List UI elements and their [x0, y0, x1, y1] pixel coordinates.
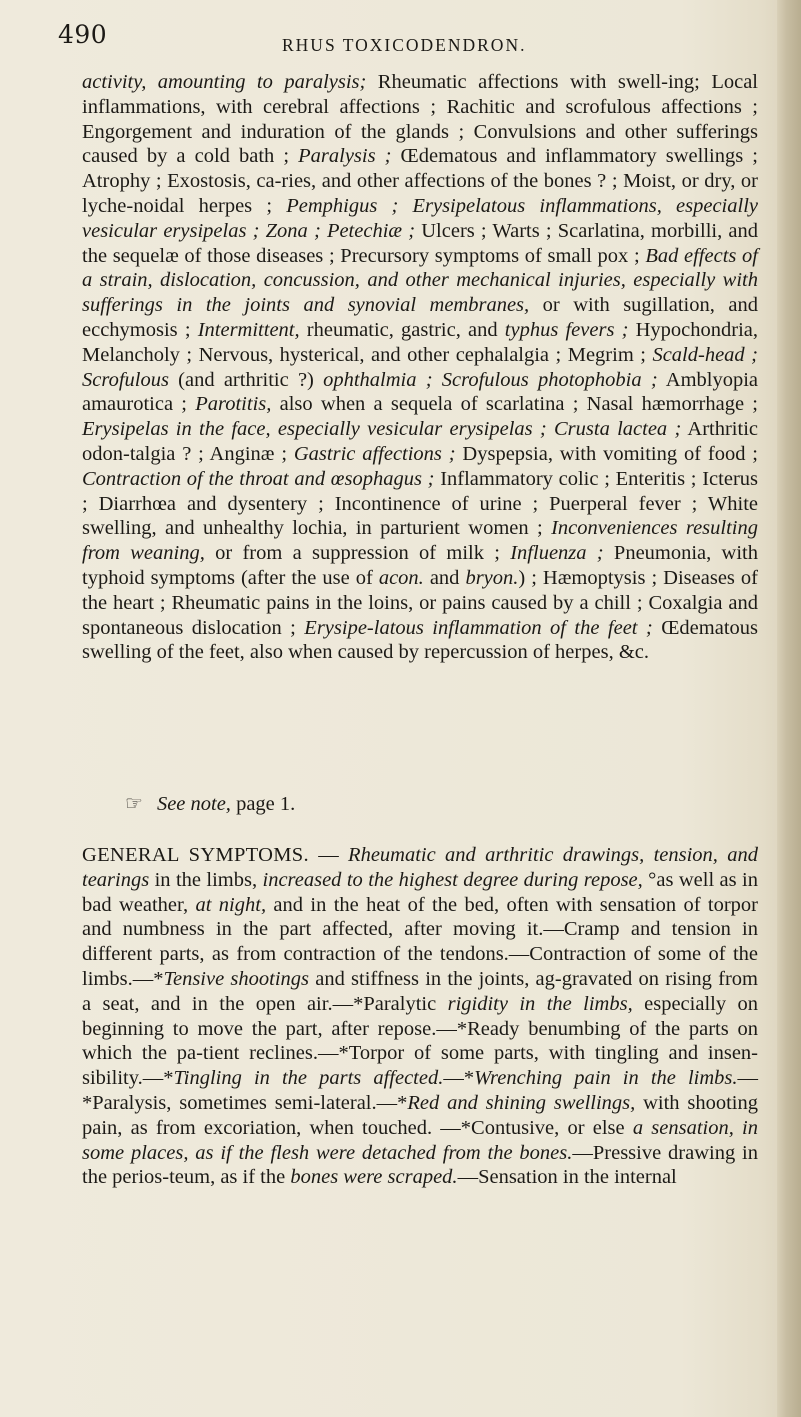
indication-run: Œdematous swelling of the feet, also when caused by repercussion of herpes, &c.: [82, 616, 758, 664]
symptom-run: Wrenching pain in the limbs.: [474, 1067, 738, 1090]
indication-run: or with sugillation, and ecchymosis ;: [82, 294, 758, 341]
indication-run: also when a sequela of scarlatina ; Nasal hæmorrhage ;: [271, 393, 758, 416]
symptom-run: —Pressive drawing in the perios-teum, as if the: [82, 1141, 758, 1189]
indication-run: (and arthritic ?): [168, 368, 324, 391]
indication-run: Ulcers ; Warts ; Scarlatina, morbilli, and the sequelæ of those diseases ; Precursory symptoms of small pox ;: [82, 219, 758, 267]
symptom-run: increased to the highest degree during repose,: [262, 868, 643, 891]
indication-run: Scald-head ; Scrofulous: [82, 343, 758, 391]
indication-run: Pemphigus ; Erysipelatous inflammations, especially vesicular erysipelas ; Zona ; Petechiæ ;: [82, 194, 758, 242]
indication-run: or from a suppression of milk ;: [204, 542, 511, 565]
running-title: RHUS TOXICODENDRON.: [282, 35, 527, 55]
symptom-run: at night,: [195, 893, 267, 916]
page-number: 490: [58, 20, 108, 49]
symptom-run: with shooting pain, as from excoriation, when touched. —*Contusive, or else: [82, 1091, 758, 1139]
indication-run: Erysipe-latous inflammation of the feet ;: [304, 616, 653, 639]
symptom-run: —*: [443, 1067, 475, 1090]
indication-run: Pneumonia, with typhoid symptoms (after the use of: [82, 542, 759, 589]
symptom-run: especially on beginning to move the part, after repose.—*Ready benumbing of the parts on which the pa-tient reclines.—*Torpor of some parts, with tingling and insen-sibility.—*: [82, 992, 758, 1090]
symptom-run: rigidity in the limbs,: [447, 992, 633, 1015]
general-symptoms-heading: GENERAL SYMPTOMS.: [82, 844, 309, 866]
indication-run: rheumatic, gastric, and: [299, 318, 505, 341]
indication-run: Arthritic odon-talgia ? ; Anginæ ;: [82, 418, 758, 465]
indication-run: typhus fevers ;: [504, 318, 629, 341]
symptom-run: Red and shining swellings,: [407, 1091, 636, 1114]
indications-paragraph: [82, 70, 758, 665]
indication-run: ophthalmia ; Scrofulous photophobia ;: [323, 368, 658, 391]
indication-run: Amblyopia amaurotica ;: [82, 368, 759, 416]
symptom-run: and in the heat of the bed, often with sensation of torpor and numbness in the part affected, after moving it.—Cramp and tension in different parts, as from contraction of the tendons.—Contraction of some of the limbs.—*: [82, 893, 758, 990]
indication-run: Erysipelas in the face, especially vesicular erysipelas ; Crusta lactea ;: [82, 418, 682, 441]
see-note-page-ref: page 1.: [236, 793, 296, 815]
indication-run: bryon.: [465, 566, 519, 589]
symptom-run: °as well as in bad weather,: [82, 868, 758, 916]
indication-run: Dyspepsia, with vomiting of food ;: [455, 442, 758, 465]
general-symptoms-text: [82, 844, 758, 1188]
indication-run: Œdematous and inflammatory swellings ; Atrophy ; Exostosis, ca-ries, and other affections of the bones ? ; Moist, or dry, or lyche-noidal herpes ;: [82, 145, 758, 217]
see-note-line: [125, 791, 295, 816]
symptom-run: —*Paralysis, sometimes semi-lateral.—*: [82, 1067, 758, 1114]
indication-run: Influenza ;: [510, 542, 604, 565]
indication-run: Bad effects of a strain, dislocation, concussion, and other mechanical injuries, especially with sufferings in the joints and synovial membranes,: [82, 244, 758, 317]
indication-run: Rheumatic affections with swell-ing; Local inflammations, with cerebral affections ; Rachitic and scrofulous affections ; Engorgement and induration of the glands ; Convulsions and other sufferings caused by a cold bath ;: [82, 71, 758, 168]
symptom-run: bones were scraped.: [290, 1166, 458, 1189]
see-note-text: See note,: [156, 793, 231, 815]
indication-run: Paralysis ;: [298, 145, 392, 168]
heading-dash: —: [308, 844, 349, 866]
indication-run: acon.: [378, 566, 424, 589]
indication-run: ) ; Hæmoptysis ; Diseases of the heart ; Rheumatic pains in the loins, or pains caused by a chill ; Coxalgia and spontaneous dislocation ;: [82, 566, 758, 639]
indication-run: Parotitis,: [195, 393, 272, 416]
symptom-run: in the limbs,: [149, 868, 263, 891]
indication-run: Hypochondria, Melancholy ; Nervous, hysterical, and other cephalalgia ; Megrim ;: [82, 318, 759, 366]
indication-run: Gastric affections ;: [293, 442, 456, 465]
general-symptoms-paragraph: [82, 843, 758, 1190]
symptom-run: Rheumatic and arthritic drawings, tension, and tearings: [82, 844, 759, 891]
page-edge: [777, 0, 801, 1417]
symptom-run: Tingling in the parts affected.: [173, 1067, 444, 1090]
indication-run: Inflammatory colic ; Enteritis ; Icterus ; Diarrhœa and dysentery ; Incontinence of urine ; Puerperal fever ; White swelling, and unhealthy lochia, in parturient women ;: [82, 467, 758, 540]
indication-run: Inconveniences resulting from weaning,: [82, 517, 758, 565]
indication-run: activity, amounting to paralysis;: [82, 71, 367, 93]
indication-run: Contraction of the throat and œsophagus ;: [82, 467, 435, 490]
pointing-hand-icon: ☞: [125, 793, 143, 815]
symptom-run: —Sensation in the internal: [457, 1166, 677, 1189]
indication-run: and: [423, 566, 466, 589]
symptom-run: Tensive shootings: [163, 967, 310, 990]
symptom-run: a sensation, in some places, as if the flesh were detached from the bones.: [82, 1116, 758, 1164]
symptom-run: and stiffness in the joints, ag-gravated on rising from a seat, and in the open air.—*Paralytic: [82, 967, 758, 1015]
indication-run: Intermittent,: [197, 318, 300, 341]
